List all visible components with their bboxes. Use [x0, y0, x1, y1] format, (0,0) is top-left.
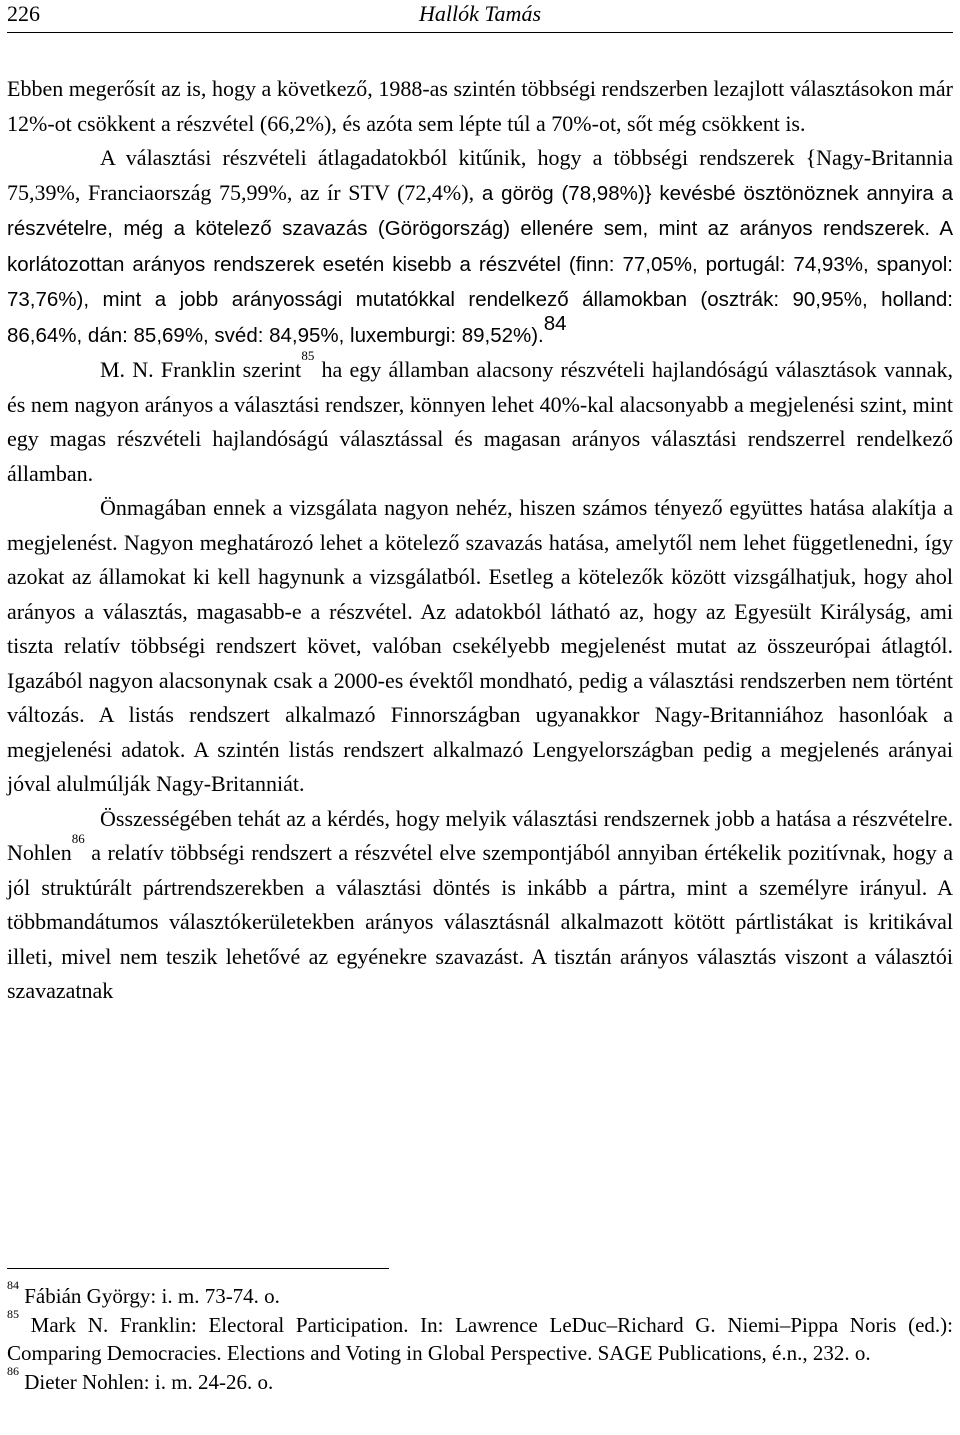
running-title: Hallók Tamás [418, 1, 542, 26]
footnote-number: 84 [7, 1278, 19, 1292]
page-number: 226 [7, 1, 40, 26]
paragraph-5-text-a: Összességében tehát az a kérdés, hogy melyik választási rendszernek jobb a hatása a részvételre. Nohlen [7, 805, 953, 865]
footnote-85 [7, 1306, 953, 1368]
footnote-text: Fábián György: i. m. 73-74. o. [19, 1284, 280, 1308]
paragraph-1-text: Ebben megerősít az is, hogy a következő, 1988-as szintén többségi rendszerben lezajlott választásokon már 12%-ot csökkent a részvétel (66,2%), és azóta sem lépte túl a 70%-ot, sőt még csökkent is. [7, 76, 953, 136]
footnotes [7, 1278, 953, 1396]
paragraph-5 [7, 802, 953, 1009]
footnote-number: 85 [7, 1306, 19, 1321]
paragraph-4-text: Önmagában ennek a vizsgálata nagyon nehéz, hiszen számos tényező együttes hatása alakítja a megjelenést. Nagyon meghatározó lehet a kötelező szavazás hatása, amelytől nem lehet függetlenedni, így azokat az államokat ki kell hagynunk a vizsgálatból. Esetleg a kötelezők között vizsgálhatjuk, hogy ahol arányos a választás, magasabb-e a részvétel. Az adatokból látható az, hogy az Egyesült Királyság, ami tiszta relatív többségi rendszert követ, valóban csekélyebb megjelenést mutat az összeurópai átlagtól. Igazából nagyon alacsonynak csak a 2000-es évektől mondható, pedig a választási rendszerben nem történt változás. A listás rendszert alkalmazó Finnországban ugyanakkor Nagy-Britanniához hasonlóak a megjelenési adatok. A szintén listás rendszert alkalmazó Lengyelországban pedig a megjelenés arányai jóval alulmúlják Nagy-Britanniát. [7, 495, 953, 796]
paragraph-4 [7, 491, 953, 802]
paragraph-3 [7, 348, 953, 491]
paragraph-1 [7, 72, 953, 141]
footnote-text: Dieter Nohlen: i. m. 24-26. o. [19, 1369, 274, 1394]
footnote-ref-86: 86 [71, 831, 85, 846]
paragraph-5-text-b: a relatív többségi rendszert a részvétel elve szempontjából annyiban értékelik pozitívnak, hogy a jól struktúrált pártrendszerekben a választási döntés is inkább a pártra, mint a személyre irányul. A többmandátumos választókerületekben arányos választásnál alkalmazott kötött pártlistákat is kritikával illeti, mivel nem teszik lehetővé az egyénekre szavazást. A tisztán arányos választás viszont a választói szavazatnak [7, 840, 953, 1003]
footnote-ref-84: 84 [543, 311, 567, 335]
footnote-ref-85: 85 [301, 348, 315, 363]
paragraph-3-text-b: ha egy államban alacsony részvételi hajlandóságú választások vannak, és nem nagyon arányos a választási rendszer, könnyen lehet 40%-kal alacsonyabb a megjelenési szint, mint egy magas részvételi hajlandóságú választással és magasan arányos választási rendszerrel rendelkező államban. [7, 357, 953, 486]
body-text [7, 72, 953, 1009]
page-header [7, 0, 953, 33]
footnote-separator [7, 1268, 389, 1269]
footnote-text: Mark N. Franklin: Electoral Participation. In: Lawrence LeDuc–Richard G. Niemi–Pippa Noris (ed.): Comparing Democracies. Elections and Voting in Global Perspective. SAGE Publications, é.n., 232. o. [7, 1312, 953, 1365]
footnote-84 [7, 1278, 953, 1311]
footnote-number: 86 [7, 1363, 19, 1378]
paragraph-2-text-b: a görög (78,98%)} kevésbé ösztönöznek annyira a részvételre, még a kötelező szavazás (Görögország) ellenére sem, mint az arányos rendszerek. A korlátozottan arányos rendszerek esetén kisebb a részvétel (finn: 77,05%, portugál: 74,93%, spanyol: 73,76%), mint a jobb arányossági mutatókkal rendelkező államokban (osztrák: 90,95%, holland: 86,64%, dán: 85,69%, svéd: 84,95%, luxemburgi: 89,52%). [7, 181, 953, 347]
paragraph-3-text-a: M. N. Franklin szerint [100, 357, 302, 382]
footnote-86 [7, 1363, 953, 1397]
paragraph-2-text-a: A választási részvételi átlagadatokból kitűnik, hogy a többségi rendszerek {Nagy-Britannia 75,39%, Franciaország 75,99%, az ír STV (72,4%), [7, 145, 953, 205]
paragraph-2 [7, 141, 953, 353]
